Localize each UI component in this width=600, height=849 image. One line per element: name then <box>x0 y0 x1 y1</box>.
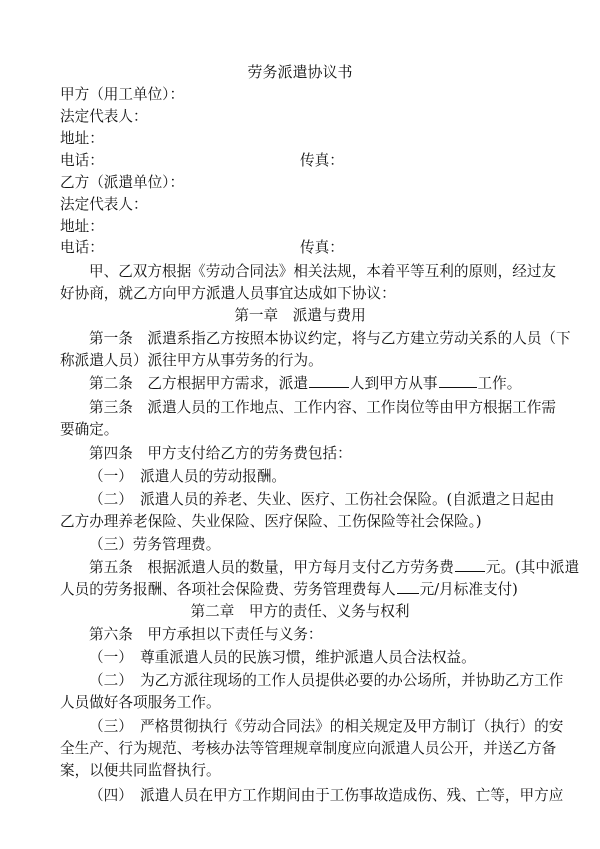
monthly-fee-blank[interactable] <box>455 557 485 572</box>
article-6-item-1: （一） 尊重派遣人员的民族习惯，维护派遣人员合法权益。 <box>89 649 476 666</box>
article-1-line-2: 称派遣人员）派往甲方从事劳务的行为。 <box>60 352 323 369</box>
party-a-fax: 传真： <box>300 152 344 169</box>
article-6-item-3-line-2: 全生产、行为规范、考核办法等管理规章制度应向派遣人员公开，并送乙方备 <box>60 740 557 757</box>
intro-line-1: 甲、乙双方根据《劳动合同法》相关法规，本着平等互利的原则，经过友 <box>89 263 557 280</box>
party-b-fax: 传真： <box>300 239 344 256</box>
article-5-line-1 <box>60 557 580 579</box>
article-2-text-b: 人到甲方从事 <box>349 375 438 392</box>
article-2-text-a: 第二条 乙方根据甲方需求，派遣 <box>89 375 308 392</box>
article-4-heading: 第四条 甲方支付给乙方的劳务费包括： <box>89 445 352 462</box>
article-6-item-3-line-3: 案，以便共同监督执行。 <box>60 762 221 779</box>
worker-count-blank[interactable] <box>309 373 349 388</box>
article-6-item-4: （四） 派遣人员在甲方工作期间由于工伤事故造成伤、残、亡等，甲方应 <box>89 787 564 804</box>
article-2 <box>60 373 575 395</box>
article-4-item-2-line-1: （二） 派遣人员的养老、失业、医疗、工伤社会保险。(自派遣之日起由 <box>89 491 555 508</box>
chapter-2-heading: 第二章 甲方的责任、义务与权利 <box>190 603 410 620</box>
party-a-rep: 法定代表人： <box>60 108 148 125</box>
party-b-rep: 法定代表人： <box>60 196 148 213</box>
article-5-text-b: 元。(其中派遣 <box>485 559 580 576</box>
party-a-address: 地址： <box>60 130 104 147</box>
job-type-blank[interactable] <box>439 373 477 388</box>
document-title: 劳务派遣协议书 <box>247 63 353 81</box>
article-5-line-2 <box>60 579 546 601</box>
article-3-line-1: 第三条 派遣人员的工作地点、工作内容、工作岗位等由甲方根据工作需 <box>89 399 557 416</box>
article-3-line-2: 要确定。 <box>60 421 119 438</box>
intro-line-2: 好协商，就乙方向甲方派遣人员事宜达成如下协议： <box>60 285 396 302</box>
article-2-text-c: 工作。 <box>477 375 522 392</box>
article-1-line-1: 第一条 派遣系指乙方按照本协议约定，将与乙方建立劳动关系的人员（下 <box>89 330 571 347</box>
article-5-text-c: 人员的劳务报酬、各项社会保险费、劳务管理费每人 <box>60 581 396 598</box>
per-person-fee-blank[interactable] <box>397 579 419 594</box>
party-b-phone: 电话： <box>60 239 104 256</box>
party-b-label: 乙方（派遣单位）： <box>60 174 185 191</box>
article-5-text-a: 第五条 根据派遣人员的数量，甲方每月支付乙方劳务费 <box>89 559 454 576</box>
article-5-text-d: 元/月标准支付) <box>419 581 518 598</box>
article-6-item-2-line-1: （二） 为乙方派往现场的工作人员提供必要的办公场所，并协助乙方工作 <box>89 672 564 689</box>
article-6-heading: 第六条 甲方承担以下责任与义务： <box>89 626 323 643</box>
party-a-label: 甲方（用工单位）： <box>60 86 185 103</box>
article-4-item-3: （三）劳务管理费。 <box>89 536 221 553</box>
article-6-item-2-line-2: 人员做好各项服务工作。 <box>60 694 221 711</box>
article-4-item-1: （一） 派遣人员的劳动报酬。 <box>89 468 287 485</box>
party-b-address: 地址： <box>60 218 104 235</box>
article-4-item-2-line-2: 乙方办理养老保险、失业保险、医疗保险、工伤保险等社会保险。) <box>60 513 482 530</box>
party-a-phone: 电话： <box>60 152 104 169</box>
article-6-item-3-line-1: （三） 严格贯彻执行《劳动合同法》的相关规定及甲方制订（执行）的安 <box>89 718 564 735</box>
chapter-1-heading: 第一章 派遣与费用 <box>234 307 366 324</box>
